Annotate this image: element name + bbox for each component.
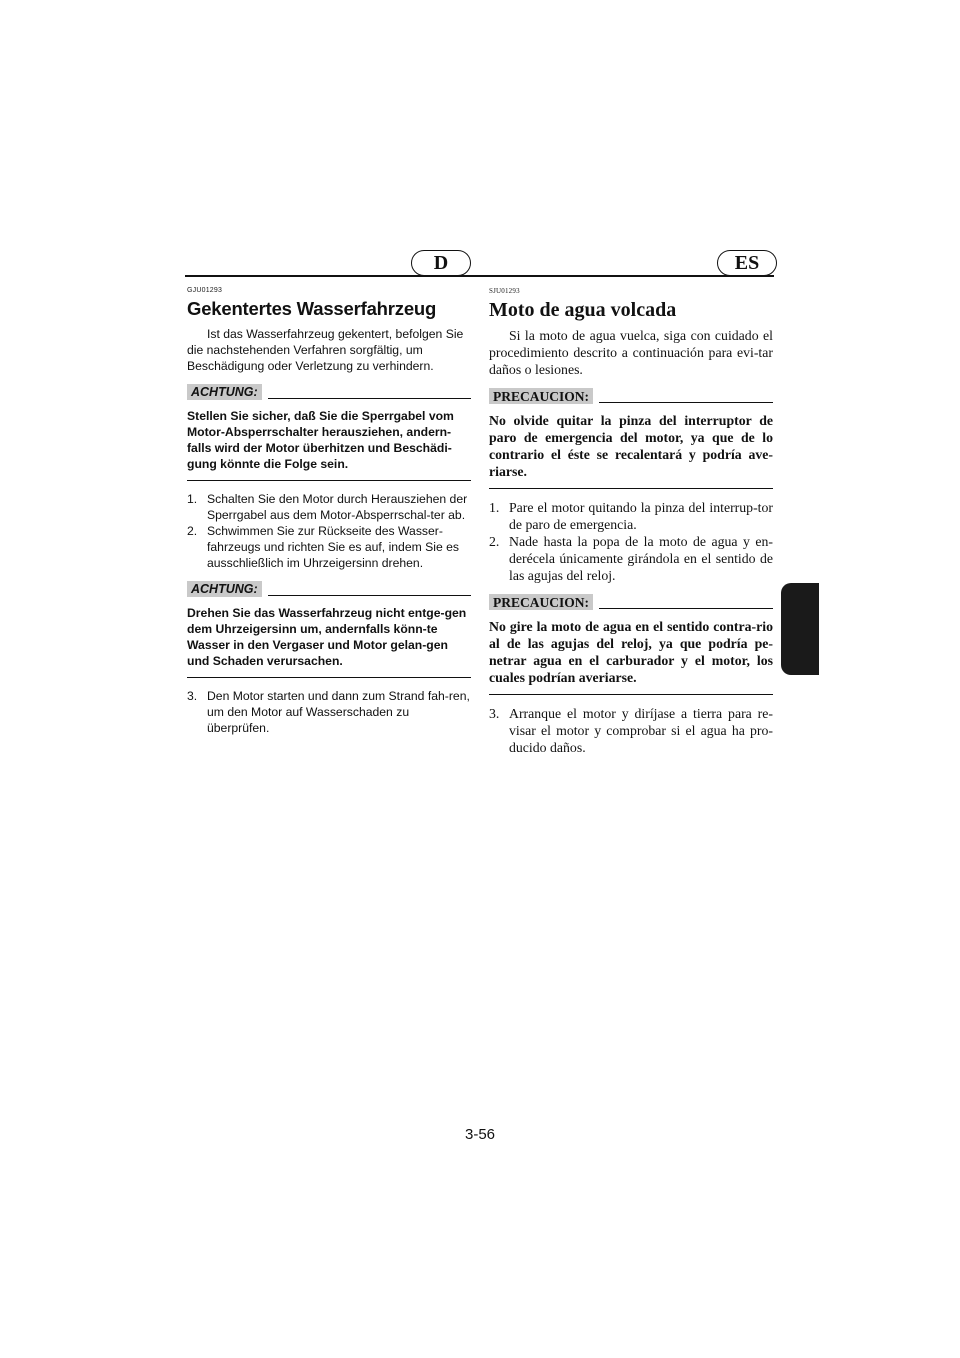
step-text: Arranque el motor y diríjase a tierra para re-visar el motor y comprobar si el agua ha pro-ducido daños. [509, 706, 773, 755]
page-number: 3-56 [464, 1126, 496, 1143]
list-item [187, 688, 471, 736]
step-list [187, 688, 471, 736]
step-number: 3. [489, 706, 500, 721]
german-column [187, 287, 471, 736]
chapter-tab [781, 583, 819, 675]
caution-heading [187, 384, 471, 400]
caution-label: PRECAUCION: [489, 594, 593, 610]
section-code: GJU01293 [187, 287, 223, 294]
list-item [187, 523, 471, 571]
step-text: Nade hasta la popa de la moto de agua y en-derécela únicamente girándola en el sentido de las agujas del reloj. [509, 534, 773, 583]
intro-paragraph: Ist das Wasserfahrzeug gekentert, befolgen Sie die nachstehenden Verfahren sorgfältig, um Beschädigung oder Verletzung zu verhindern. [187, 327, 464, 373]
intro-paragraph: Si la moto de agua vuelca, siga con cuidado el procedimiento descrito a continuación para evi-tar daños o lesiones. [489, 328, 773, 377]
header-rule [185, 275, 774, 277]
caution-text: No olvide quitar la pinza del interruptor de paro de emergencia del motor, ya que de lo contrario el éste se recalentará y podría ave-riarse. [489, 412, 773, 489]
list-item [489, 705, 773, 756]
step-number: 2. [187, 524, 198, 538]
caution-rule [268, 398, 471, 399]
language-badge-spanish: ES [717, 250, 777, 276]
step-number: 1. [489, 500, 500, 515]
language-badge-german: D [411, 250, 471, 276]
section-title: Gekentertes Wasserfahrzeug [187, 298, 437, 319]
step-list [489, 499, 773, 584]
caution-rule [268, 595, 471, 596]
caution-label: PRECAUCION: [489, 388, 593, 404]
caution-label: ACHTUNG: [187, 384, 262, 400]
step-list [489, 705, 773, 756]
caution-text: Stellen Sie sicher, daß Sie die Sperrgabel vom Motor-Absperrschalter herausziehen, andern-falls wird der Motor überhitzen und Beschädi-gung könnte die Folge sein. [187, 408, 471, 481]
section-title: Moto de agua volcada [489, 299, 677, 321]
caution-heading [489, 388, 773, 404]
step-list [187, 491, 471, 571]
step-text: Pare el motor quitando la pinza del interrup-tor de paro de emergencia. [509, 500, 773, 532]
spanish-column [489, 287, 773, 756]
caution-rule [599, 608, 773, 609]
caution-text: No gire la moto de agua en el sentido contra-rio al de las agujas del reloj, ya que podría pe-netrar agua en el carburador y el motor, los cuales podrían averiarse. [489, 618, 773, 695]
list-item [187, 491, 471, 523]
step-text: Schalten Sie den Motor durch Herausziehen der Sperrgabel aus dem Motor-Absperrschal-ter ab. [207, 492, 468, 522]
step-number: 2. [489, 534, 500, 549]
section-code: SJU01293 [489, 287, 520, 295]
caution-label: ACHTUNG: [187, 581, 262, 597]
caution-heading [489, 594, 773, 610]
step-text: Schwimmen Sie zur Rückseite des Wasser-fahrzeugs und richten Sie es auf, indem Sie es ausschließlich im Uhrzeigersinn drehen. [207, 524, 460, 570]
caution-text: Drehen Sie das Wasserfahrzeug nicht entge-gen dem Uhrzeigersinn um, andernfalls könn-te Wasser in den Vergaser und Motor gelan-gen und Schaden verursachen. [187, 605, 471, 678]
step-text: Den Motor starten und dann zum Strand fah-ren, um den Motor auf Wasserschaden zu überprüfen. [207, 689, 470, 735]
list-item [489, 533, 773, 584]
caution-rule [599, 402, 773, 403]
caution-heading [187, 581, 471, 597]
list-item [489, 499, 773, 533]
step-number: 1. [187, 492, 198, 506]
step-number: 3. [187, 689, 198, 703]
